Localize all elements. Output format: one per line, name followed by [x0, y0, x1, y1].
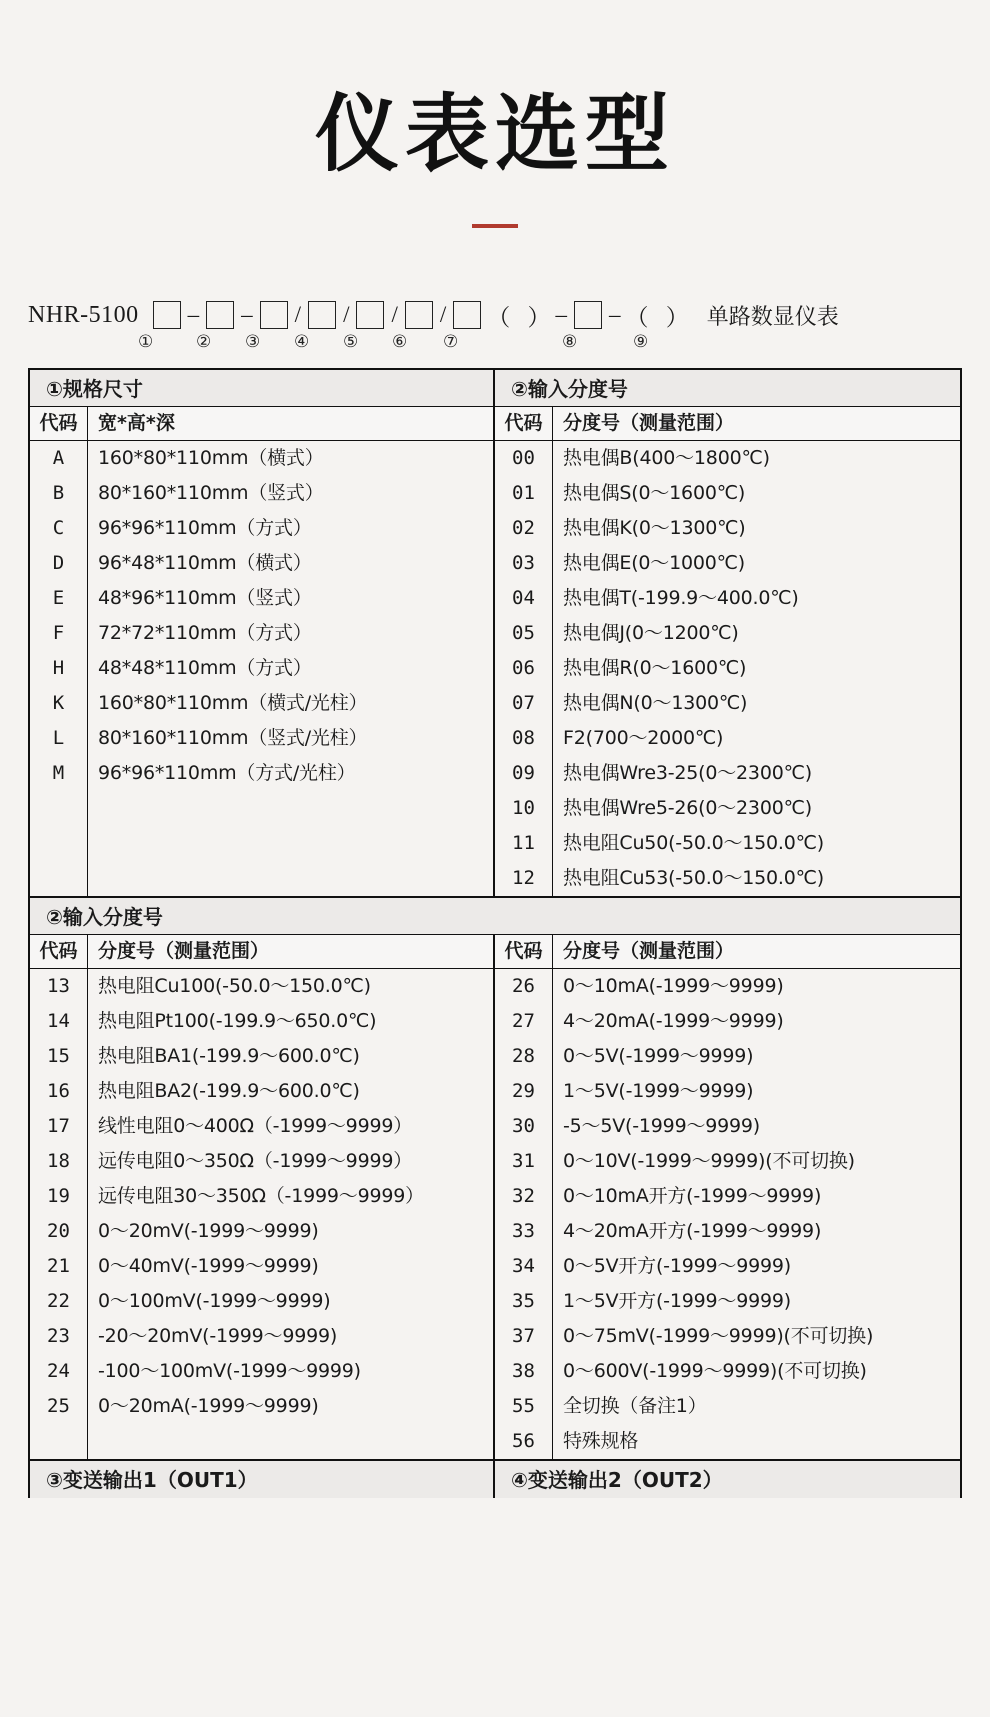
row-code: E — [30, 581, 88, 616]
table-row — [495, 1214, 960, 1249]
row-desc: 0～10mA(-1999～9999) — [563, 975, 784, 998]
row-desc: 热电偶Wre3-25(0～2300℃) — [563, 762, 812, 785]
table-row — [30, 1214, 493, 1249]
row-code: 20 — [30, 1214, 88, 1249]
row-code: 38 — [495, 1354, 553, 1389]
row-desc: 0～5V(-1999～9999) — [563, 1045, 754, 1068]
band-output-1: ③变送输出1（OUT1） — [30, 1461, 493, 1498]
model-box-8 — [574, 301, 602, 329]
row-desc: 0～600V(-1999～9999)(不可切换) — [563, 1360, 867, 1383]
row-desc: 48*48*110mm（方式） — [98, 657, 312, 680]
table-row — [495, 791, 960, 826]
circled-num-4: ④ — [294, 332, 310, 352]
row-desc: 0～20mV(-1999～9999) — [98, 1220, 319, 1243]
model-tail-label: 单路数显仪表 — [706, 304, 839, 330]
band-input-signal-cont: ②输入分度号 — [30, 898, 960, 935]
row-desc: -20～20mV(-1999～9999) — [98, 1325, 338, 1348]
table-row — [30, 1179, 493, 1214]
model-box-3 — [260, 301, 288, 329]
table-row — [495, 826, 960, 861]
model-code-line — [0, 298, 990, 332]
title-divider — [472, 224, 518, 228]
row-code — [30, 791, 88, 896]
row-code: 17 — [30, 1109, 88, 1144]
row-code: M — [30, 756, 88, 791]
section-2 — [30, 896, 960, 1459]
header-code: 代码 — [495, 407, 553, 440]
row-desc: 热电阻Cu100(-50.0～150.0℃) — [98, 975, 371, 998]
table-row — [495, 1179, 960, 1214]
section-3-left-column — [30, 1461, 495, 1498]
row-code: 28 — [495, 1039, 553, 1074]
row-desc: 线性电阻0～400Ω（-1999～9999） — [98, 1115, 413, 1138]
table-row — [30, 721, 493, 756]
row-code: B — [30, 476, 88, 511]
table-row — [495, 476, 960, 511]
row-desc: 热电阻BA1(-199.9～600.0℃) — [98, 1045, 360, 1068]
row-desc: 0～10mA开方(-1999～9999) — [563, 1185, 822, 1208]
row-desc: 热电偶Wre5-26(0～2300℃) — [563, 797, 812, 820]
table-row — [30, 969, 493, 1004]
row-code: 23 — [30, 1319, 88, 1354]
row-code: 29 — [495, 1074, 553, 1109]
row-code: 03 — [495, 546, 553, 581]
section-1-right-column — [495, 370, 960, 896]
row-code: L — [30, 721, 88, 756]
row-desc: 80*160*110mm（竖式） — [98, 482, 324, 505]
row-desc: 热电偶B(400～1800℃) — [563, 447, 770, 470]
table-row — [30, 511, 493, 546]
table-row — [495, 721, 960, 756]
row-desc: 热电阻Cu53(-50.0～150.0℃) — [563, 867, 825, 890]
header-desc: 分度号（测量范围） — [563, 940, 735, 963]
table-row — [495, 1249, 960, 1284]
table-row — [495, 1039, 960, 1074]
table-row — [495, 1389, 960, 1424]
row-code: K — [30, 686, 88, 721]
header-code: 代码 — [30, 935, 88, 968]
selection-table — [28, 368, 962, 1498]
table-row-filler — [30, 1424, 493, 1459]
row-code: 56 — [495, 1424, 553, 1459]
row-desc: 160*80*110mm（横式） — [98, 447, 324, 470]
row-desc: 96*96*110mm（方式） — [98, 517, 312, 540]
table-row — [495, 546, 960, 581]
table-row — [30, 1074, 493, 1109]
section-2-right-column — [495, 935, 960, 1459]
row-desc: F2(700～2000℃) — [563, 727, 724, 750]
row-code: 31 — [495, 1144, 553, 1179]
table-row — [30, 1249, 493, 1284]
row-code: H — [30, 651, 88, 686]
model-box-5 — [356, 301, 384, 329]
row-desc: 0～75mV(-1999～9999)(不可切换) — [563, 1325, 874, 1348]
row-desc: 4～20mA(-1999～9999) — [563, 1010, 784, 1033]
circled-num-5: ⑤ — [343, 332, 359, 352]
row-code — [30, 1424, 88, 1459]
row-desc: 热电偶S(0～1600℃) — [563, 482, 746, 505]
row-code: 37 — [495, 1319, 553, 1354]
row-desc: 1～5V开方(-1999～9999) — [563, 1290, 791, 1313]
table-row — [495, 1354, 960, 1389]
table-row — [495, 861, 960, 896]
row-desc: 0～40mV(-1999～9999) — [98, 1255, 319, 1278]
row-code: 07 — [495, 686, 553, 721]
header-row-spec — [30, 407, 493, 441]
table-row — [30, 1319, 493, 1354]
row-code: 22 — [30, 1284, 88, 1319]
header-desc: 分度号（测量范围） — [98, 940, 270, 963]
row-code: F — [30, 616, 88, 651]
row-desc: 全切换（备注1） — [563, 1395, 707, 1418]
row-code: 10 — [495, 791, 553, 826]
row-code: 09 — [495, 756, 553, 791]
band-spec-size: ①规格尺寸 — [30, 370, 493, 407]
row-code: 14 — [30, 1004, 88, 1039]
row-desc: 远传电阻0～350Ω（-1999～9999） — [98, 1150, 413, 1173]
row-desc: 80*160*110mm（竖式/光柱） — [98, 727, 368, 750]
table-row — [495, 651, 960, 686]
row-code: 06 — [495, 651, 553, 686]
header-code: 代码 — [30, 407, 88, 440]
page-title: 仪表选型 — [314, 85, 675, 183]
section-3 — [30, 1459, 960, 1498]
circled-num-8: ⑧ — [562, 332, 578, 352]
table-row — [495, 1319, 960, 1354]
row-desc — [88, 791, 493, 896]
row-desc: 热电偶N(0～1300℃) — [563, 692, 748, 715]
row-code: 24 — [30, 1354, 88, 1389]
row-code: 19 — [30, 1179, 88, 1214]
row-desc: 热电阻BA2(-199.9～600.0℃) — [98, 1080, 360, 1103]
model-paren-2: （ ） — [625, 304, 689, 330]
table-row — [30, 756, 493, 791]
model-dash-1: – — [187, 302, 200, 328]
row-code: 25 — [30, 1389, 88, 1424]
row-code: 08 — [495, 721, 553, 756]
row-code: 04 — [495, 581, 553, 616]
row-code: 55 — [495, 1389, 553, 1424]
row-desc: 远传电阻30～350Ω（-1999～9999） — [98, 1185, 424, 1208]
row-code: 18 — [30, 1144, 88, 1179]
table-row — [30, 441, 493, 476]
row-code: 33 — [495, 1214, 553, 1249]
row-code: 05 — [495, 616, 553, 651]
section-2-left-column — [30, 935, 495, 1459]
table-row — [495, 1424, 960, 1459]
row-code: 12 — [495, 861, 553, 896]
table-row — [30, 651, 493, 686]
table-row — [495, 756, 960, 791]
row-desc: 特殊规格 — [563, 1430, 639, 1453]
section-1 — [30, 370, 960, 896]
row-desc: 160*80*110mm（横式/光柱） — [98, 692, 368, 715]
row-code: D — [30, 546, 88, 581]
circled-num-9: ⑨ — [633, 332, 649, 352]
model-box-2 — [206, 301, 234, 329]
table-row — [495, 441, 960, 476]
table-row — [495, 686, 960, 721]
band-output-2: ④变送输出2（OUT2） — [495, 1461, 960, 1498]
row-code: 16 — [30, 1074, 88, 1109]
model-dash-2: – — [241, 302, 253, 328]
table-row — [30, 1109, 493, 1144]
header-row-input-left — [30, 935, 493, 969]
section-3-right-column — [495, 1461, 960, 1498]
row-desc: 热电偶R(0～1600℃) — [563, 657, 747, 680]
model-circled-numbers — [0, 332, 990, 358]
row-code: 35 — [495, 1284, 553, 1319]
row-desc: 热电阻Cu50(-50.0～150.0℃) — [563, 832, 825, 855]
table-row — [30, 616, 493, 651]
row-code: A — [30, 441, 88, 476]
row-desc: 48*96*110mm（竖式） — [98, 587, 312, 610]
row-code: 00 — [495, 441, 553, 476]
table-row — [495, 1074, 960, 1109]
model-prefix: NHR-5100 — [28, 301, 139, 328]
row-code: 01 — [495, 476, 553, 511]
table-row — [30, 546, 493, 581]
row-desc: 0～20mA(-1999～9999) — [98, 1395, 319, 1418]
model-slash-4: / — [439, 302, 447, 328]
row-code: 21 — [30, 1249, 88, 1284]
row-desc: -100～100mV(-1999～9999) — [98, 1360, 361, 1383]
model-paren-1: （ ） — [487, 304, 551, 330]
row-desc: 热电偶T(-199.9～400.0℃) — [563, 587, 799, 610]
table-row — [495, 1004, 960, 1039]
model-box-1 — [153, 301, 181, 329]
circled-num-7: ⑦ — [443, 332, 459, 352]
table-row — [495, 1144, 960, 1179]
circled-num-6: ⑥ — [392, 332, 408, 352]
table-row-filler — [30, 791, 493, 896]
row-desc: 热电偶J(0～1200℃) — [563, 622, 739, 645]
table-row — [495, 1109, 960, 1144]
circled-num-2: ② — [196, 332, 212, 352]
header-row-input — [495, 407, 960, 441]
row-desc: 热电阻Pt100(-199.9～650.0℃) — [98, 1010, 377, 1033]
section-2-grid — [30, 935, 960, 1459]
header-code: 代码 — [495, 935, 553, 968]
row-code: 02 — [495, 511, 553, 546]
row-code: 32 — [495, 1179, 553, 1214]
table-row — [495, 511, 960, 546]
model-box-7 — [453, 301, 481, 329]
row-desc: 0～10V(-1999～9999)(不可切换) — [563, 1150, 855, 1173]
circled-num-1: ① — [138, 332, 154, 352]
header-desc: 宽*高*深 — [98, 412, 175, 435]
model-slash-2: / — [343, 302, 350, 328]
table-row — [30, 686, 493, 721]
row-desc: 0～100mV(-1999～9999) — [98, 1290, 331, 1313]
row-code: 13 — [30, 969, 88, 1004]
table-row — [30, 1389, 493, 1424]
row-desc: 热电偶K(0～1300℃) — [563, 517, 746, 540]
header-row-input-right — [495, 935, 960, 969]
table-row — [495, 581, 960, 616]
model-slash-3: / — [391, 302, 398, 328]
table-row — [30, 1144, 493, 1179]
row-desc: 热电偶E(0～1000℃) — [563, 552, 746, 575]
row-code: C — [30, 511, 88, 546]
row-code: 34 — [495, 1249, 553, 1284]
model-box-4 — [308, 301, 336, 329]
row-desc: 4～20mA开方(-1999～9999) — [563, 1220, 822, 1243]
row-desc: 96*48*110mm（横式） — [98, 552, 312, 575]
row-desc: 0～5V开方(-1999～9999) — [563, 1255, 791, 1278]
table-row — [30, 1284, 493, 1319]
circled-num-3: ③ — [245, 332, 261, 352]
table-row — [30, 1004, 493, 1039]
table-row — [30, 476, 493, 511]
section-1-left-column — [30, 370, 495, 896]
table-row — [30, 1354, 493, 1389]
model-box-6 — [405, 301, 433, 329]
table-row — [495, 616, 960, 651]
row-desc: 1～5V(-1999～9999) — [563, 1080, 754, 1103]
row-desc: -5～5V(-1999～9999) — [563, 1115, 761, 1138]
table-row — [30, 1039, 493, 1074]
row-code: 26 — [495, 969, 553, 1004]
table-row — [495, 969, 960, 1004]
band-input-signal: ②输入分度号 — [495, 370, 960, 407]
row-desc: 96*96*110mm（方式/光柱） — [98, 762, 356, 785]
row-code: 15 — [30, 1039, 88, 1074]
row-code: 11 — [495, 826, 553, 861]
model-dash-3: – — [555, 302, 567, 328]
model-slash-1: / — [294, 302, 302, 328]
table-row — [30, 581, 493, 616]
model-dash-4: – — [608, 302, 621, 328]
row-desc: 72*72*110mm（方式） — [98, 622, 312, 645]
row-desc — [88, 1424, 493, 1459]
row-code: 27 — [495, 1004, 553, 1039]
table-row — [495, 1284, 960, 1319]
row-code: 30 — [495, 1109, 553, 1144]
header-desc: 分度号（测量范围） — [563, 412, 735, 435]
